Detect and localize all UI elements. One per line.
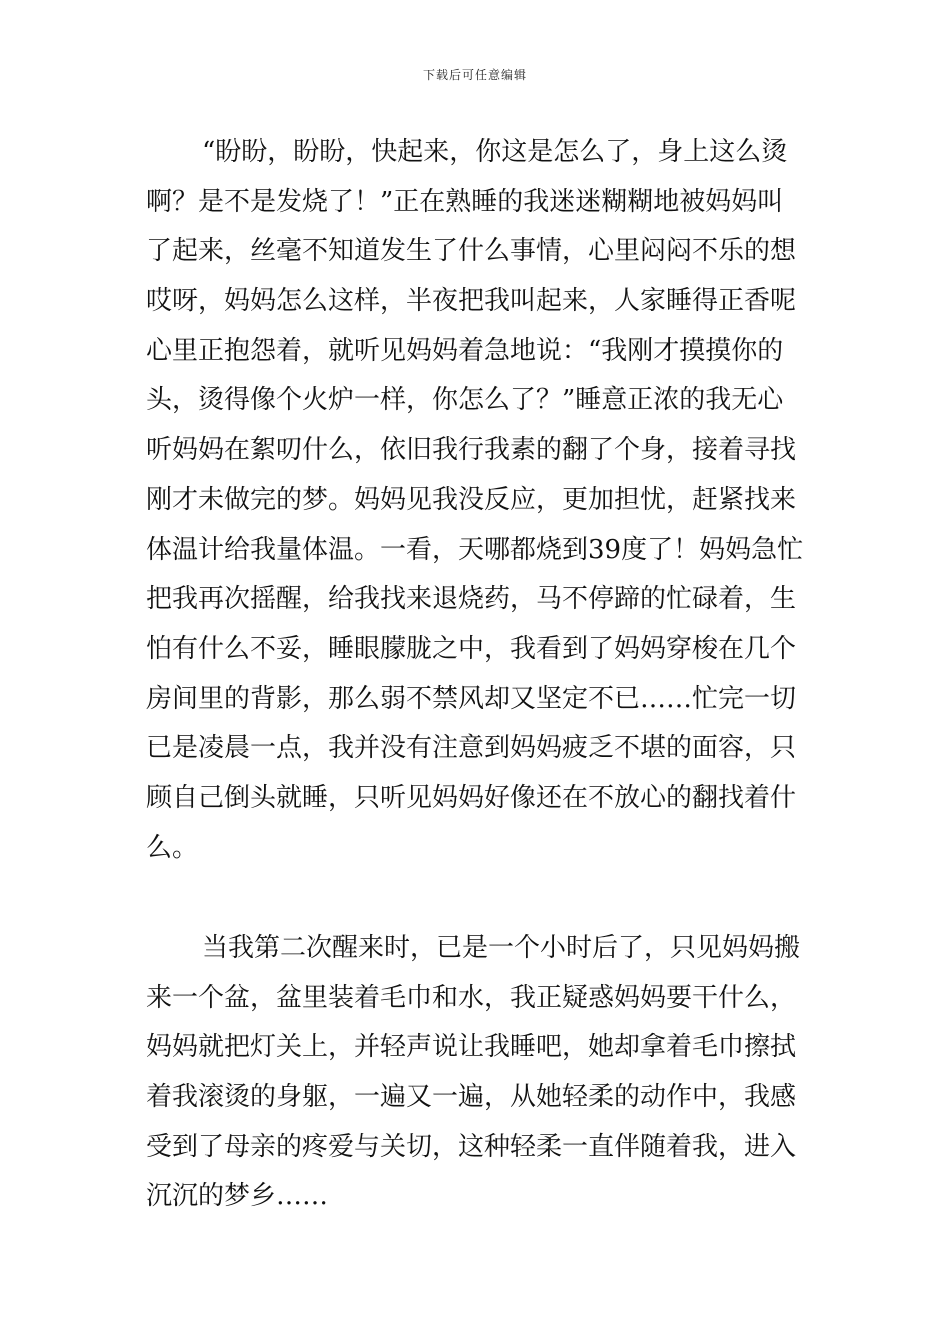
text-line: “盼盼，盼盼，快起来，你这是怎么了，身上这么烫 — [202, 137, 788, 167]
page-header: 下载后可任意编辑 — [422, 68, 527, 82]
text-line: 来一个盆，盆里装着毛巾和水，我正疑惑妈妈要干什么， — [146, 982, 797, 1013]
text-line: 房间里的背影，那么弱不禁风却又坚定不已……忙完一切 — [146, 683, 797, 714]
text-line: 当我第二次醒来时，已是一个小时后了，只见妈妈搬 — [202, 933, 801, 963]
text-line: 啊？是不是发烧了！”正在熟睡的我迷迷糊糊地被妈妈叫 — [146, 186, 784, 217]
text-line: 头，烫得像个火炉一样，你怎么了？”睡意正浓的我无心 — [146, 385, 784, 416]
text-line: 顾自己倒头就睡，只听见妈妈好像还在不放心的翻找着什 — [146, 782, 797, 813]
text-line: 把我再次摇醒，给我找来退烧药，马不停蹄的忙碌着，生 — [146, 584, 797, 615]
text-line: 听妈妈在絮叨什么，依旧我行我素的翻了个身，接着寻找 — [146, 435, 797, 466]
text-line: 了起来，丝毫不知道发生了什么事情，心里闷闷不乐的想 — [146, 236, 797, 267]
text-line: 怕有什么不妥，睡眼朦胧之中，我看到了妈妈穿梭在几个 — [146, 633, 797, 664]
text-line: 哎呀，妈妈怎么这样，半夜把我叫起来，人家睡得正香呢 — [146, 286, 797, 317]
text-line: 么。 — [146, 832, 199, 863]
paragraph-2 — [146, 924, 818, 1222]
text-line: 受到了母亲的疼爱与关切，这种轻柔一直伴随着我，进入 — [146, 1131, 797, 1162]
text-line: 体温计给我量体温。一看，天哪都烧到39度了！妈妈急忙 — [146, 534, 804, 565]
text-line: 沉沉的梦乡…… — [146, 1181, 329, 1212]
text-line: 刚才未做完的梦。妈妈见我没反应，更加担忧，赶紧找来 — [146, 484, 797, 515]
text-line: 心里正抱怨着，就听见妈妈着急地说：“我刚才摸摸你的 — [146, 335, 784, 366]
text-line: 妈妈就把灯关上，并轻声说让我睡吧，她却拿着毛巾擦拭 — [146, 1032, 797, 1063]
text-line: 着我滚烫的身躯，一遍又一遍，从她轻柔的动作中，我感 — [146, 1082, 797, 1113]
paragraph-1 — [146, 128, 818, 873]
text-line: 已是凌晨一点，我并没有注意到妈妈疲乏不堪的面容，只 — [146, 733, 797, 764]
